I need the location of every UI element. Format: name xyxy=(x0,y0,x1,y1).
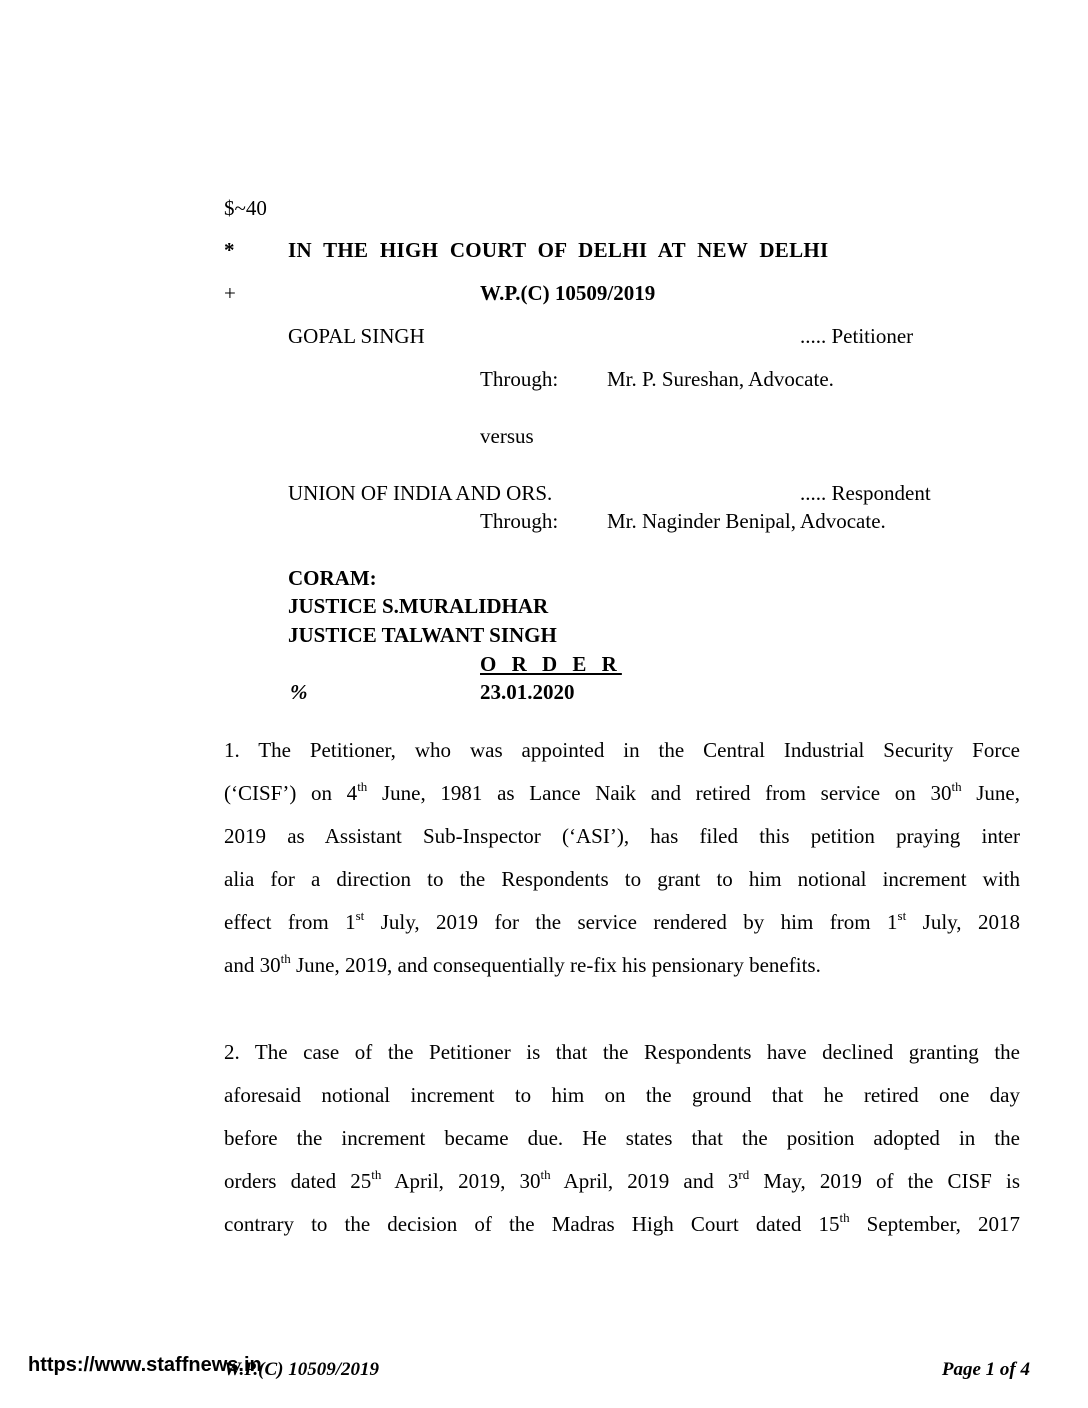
case-number: W.P.(C) 10509/2019 xyxy=(480,281,656,305)
text-run: April, 2019, 30 xyxy=(381,1169,541,1193)
text-run: orders dated 25 xyxy=(224,1169,372,1193)
text-run: September, 2017 xyxy=(849,1212,1021,1236)
text-run: June, 1981 as Lance Naik and retired from service on 30 xyxy=(367,781,952,805)
paragraph-1-line xyxy=(224,867,1020,891)
footer-case-number: W.P.(C) 10509/2019 xyxy=(224,1359,379,1380)
judge-name: JUSTICE TALWANT SINGH xyxy=(288,623,557,647)
paragraph-1-line xyxy=(224,781,1020,805)
order-date: 23.01.2020 xyxy=(480,680,575,704)
plus-mark: + xyxy=(224,281,236,305)
respondent-through-label: Through: xyxy=(480,509,559,533)
ordinal-suffix: th xyxy=(951,779,962,794)
watermark-url: https://www.staffnews.in xyxy=(28,1354,262,1376)
text-run: June, xyxy=(961,781,1020,805)
text-run: effect from 1 xyxy=(224,910,356,934)
text-run: May, 2019 of the CISF is xyxy=(749,1169,1020,1193)
versus-label: versus xyxy=(480,424,534,448)
text-run: 2019 as Assistant Sub-Inspector (‘ASI’), has filed this petition praying inter xyxy=(224,824,1020,848)
text-run: contrary to the decision of the Madras High Court dated 15 xyxy=(224,1212,840,1236)
respondent-name: UNION OF INDIA AND ORS. xyxy=(288,481,553,505)
text-run: 2. The case of the Petitioner is that the Respondents have declined granting the xyxy=(224,1040,1020,1064)
petitioner-role: ..... Petitioner xyxy=(800,324,914,348)
ordinal-suffix: th xyxy=(357,779,368,794)
ordinal-suffix: th xyxy=(540,1167,551,1182)
text-run: and 30 xyxy=(224,953,281,977)
ordinal-suffix: th xyxy=(839,1210,850,1225)
ordinal-suffix: st xyxy=(355,908,365,923)
petitioner-counsel: Mr. P. Sureshan, Advocate. xyxy=(607,367,834,391)
ordinal-suffix: st xyxy=(897,908,907,923)
paragraph-1-line xyxy=(224,824,1020,848)
ordinal-suffix: th xyxy=(280,951,291,966)
text-run: July, 2019 for the service rendered by him from 1 xyxy=(364,910,898,934)
paragraph-2-line xyxy=(224,1083,1020,1107)
text-run: 1. The Petitioner, who was appointed in the Central Industrial Security Force xyxy=(224,738,1020,762)
paragraph-1-line xyxy=(224,910,1020,934)
text-run: alia for a direction to the Respondents to grant to him notional increment with xyxy=(224,867,1020,891)
petitioner-through-label: Through: xyxy=(480,367,559,391)
text-run: before the increment became due. He states that the position adopted in the xyxy=(224,1126,1020,1150)
paragraph-2-line xyxy=(224,1169,1020,1193)
text-run: aforesaid notional increment to him on the ground that he retired one day xyxy=(224,1083,1020,1107)
paragraph-1-line xyxy=(224,953,1020,977)
footer-page-number: Page 1 of 4 xyxy=(941,1359,1030,1380)
percent-mark: % xyxy=(290,680,308,704)
order-heading: O R D E R xyxy=(480,652,622,676)
respondent-role: ..... Respondent xyxy=(800,481,931,505)
diary-code: $~40 xyxy=(224,196,267,220)
court-heading: IN THE HIGH COURT OF DELHI AT NEW DELHI xyxy=(288,238,829,262)
star-mark: * xyxy=(224,238,235,262)
ordinal-suffix: rd xyxy=(738,1167,750,1182)
text-run: June, 2019, and consequentially re-fix his pensionary benefits. xyxy=(290,953,821,977)
judge-name: JUSTICE S.MURALIDHAR xyxy=(288,594,549,618)
paragraph-2-line xyxy=(224,1040,1020,1064)
text-run: (‘CISF’) on 4 xyxy=(224,781,358,805)
petitioner-name: GOPAL SINGH xyxy=(288,324,425,348)
text-run: July, 2018 xyxy=(906,910,1020,934)
text-run: April, 2019 and 3 xyxy=(550,1169,739,1193)
respondent-counsel: Mr. Naginder Benipal, Advocate. xyxy=(607,509,886,533)
paragraph-2-line xyxy=(224,1126,1020,1150)
ordinal-suffix: th xyxy=(371,1167,382,1182)
coram-label: CORAM: xyxy=(288,566,377,590)
paragraph-2-line xyxy=(224,1212,1020,1236)
paragraph-1-line xyxy=(224,738,1020,762)
